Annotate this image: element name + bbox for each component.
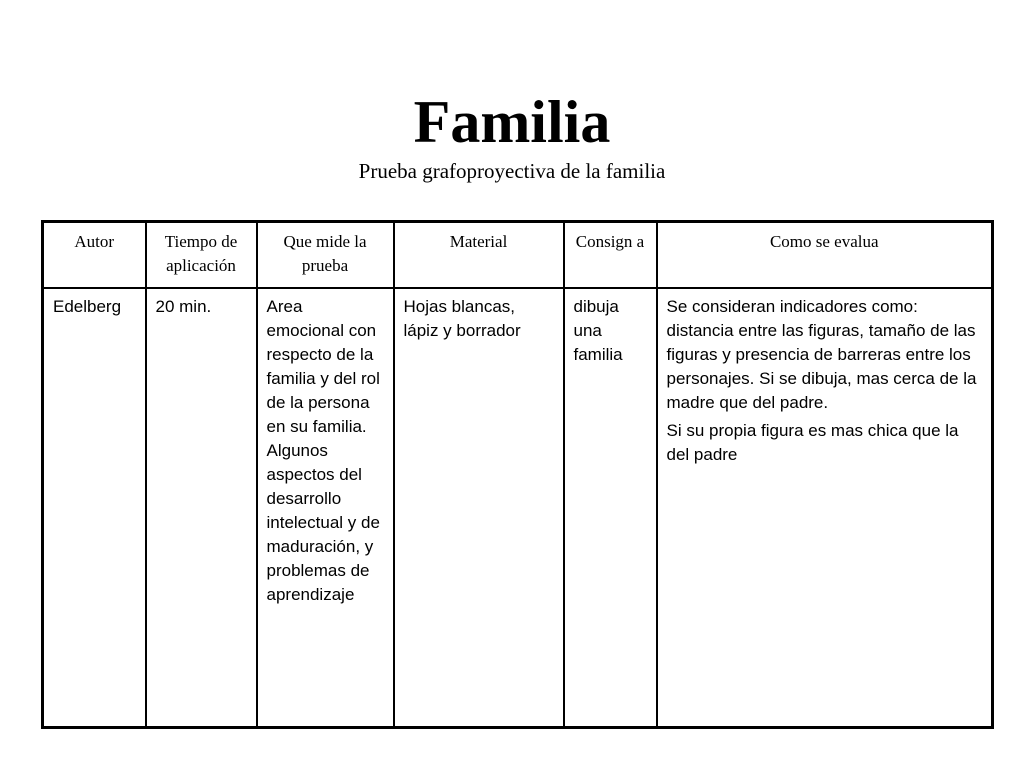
header-tiempo: Tiempo de aplicación	[146, 222, 257, 288]
cell-material: Hojas blancas, lápiz y borrador	[394, 288, 564, 728]
evalua-paragraph-1: Se consideran indicadores como: distancia entre las figuras, tamaño de las figuras y presencia de barreras entre los personajes. Si se dibuja, mas cerca de la madre que del padre.	[666, 296, 977, 412]
cell-que-mide: Area emocional con respecto de la familia y del rol de la persona en su familia. Algunos aspectos del desarrollo intelectual y de maduración, y problemas de aprendizaje	[257, 288, 394, 728]
header-autor: Autor	[43, 222, 146, 288]
table-header-row	[43, 222, 993, 288]
header-como-se-evalua: Como se evalua	[657, 222, 993, 288]
slide-title: Familia	[413, 89, 611, 155]
cell-tiempo: 20 min.	[146, 288, 257, 728]
slide-subtitle: Prueba grafoproyectiva de la familia	[358, 159, 666, 183]
cell-autor: Edelberg	[43, 288, 146, 728]
table-row	[43, 288, 993, 728]
evalua-paragraph-2: Si su propia figura es mas chica que la del padre	[666, 420, 959, 464]
info-table	[41, 220, 994, 729]
header-consigna: Consign a	[564, 222, 657, 288]
header-que-mide: Que mide la prueba	[257, 222, 394, 288]
header-material: Material	[394, 222, 564, 288]
cell-como-se-evalua	[657, 288, 993, 728]
cell-consigna: dibuja una familia	[564, 288, 657, 728]
